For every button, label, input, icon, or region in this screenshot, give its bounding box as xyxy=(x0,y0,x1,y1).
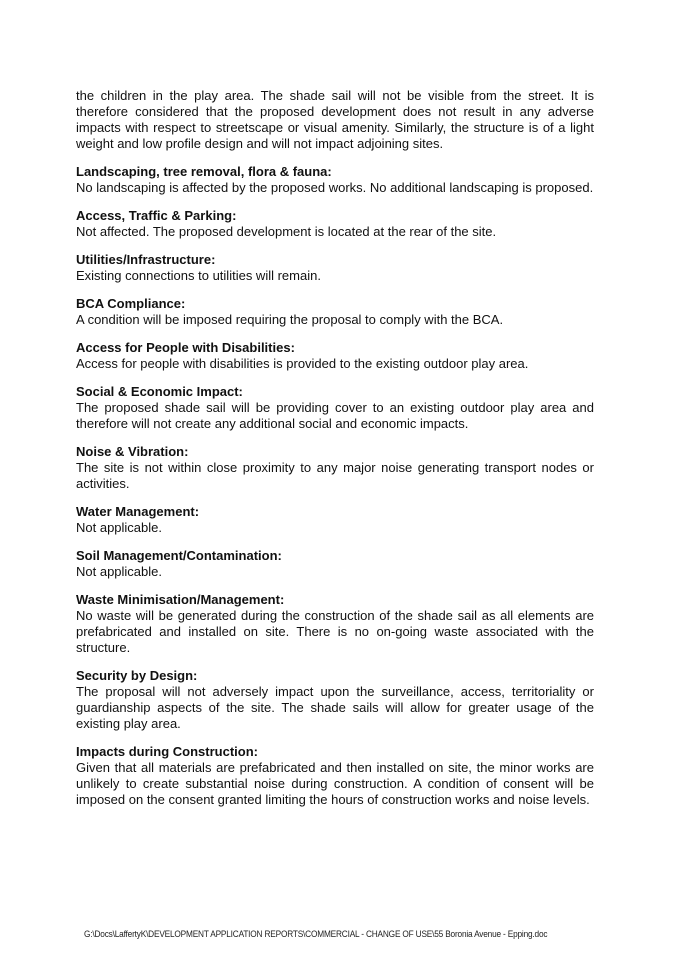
section-body: Not applicable. xyxy=(76,520,162,535)
section-bca-compliance xyxy=(76,296,594,328)
document-file-path-footer: G:\Docs\LaffertyK\DEVELOPMENT APPLICATION REPORTS\COMMERCIAL - CHANGE OF USE\55 Boronia Avenue - Epping.doc xyxy=(84,929,548,939)
section-heading: Security by Design: xyxy=(76,668,198,683)
section-heading: Soil Management/Contamination: xyxy=(76,548,282,563)
section-security-by-design xyxy=(76,668,594,732)
section-body: Not affected. The proposed development is located at the rear of the site. xyxy=(76,224,497,239)
section-construction-impacts xyxy=(76,744,594,808)
section-body: The proposed shade sail will be providing cover to an existing outdoor play area and therefore will not create any additional social and economic impacts. xyxy=(76,400,594,431)
section-heading: Utilities/Infrastructure: xyxy=(76,252,216,267)
section-body: No landscaping is affected by the proposed works. No additional landscaping is proposed. xyxy=(76,180,594,195)
section-heading: BCA Compliance: xyxy=(76,296,186,311)
section-disability-access xyxy=(76,340,594,372)
section-waste-management xyxy=(76,592,594,656)
section-water-management xyxy=(76,504,594,536)
document-page xyxy=(76,88,594,820)
section-social-economic xyxy=(76,384,594,432)
section-heading: Waste Minimisation/Management: xyxy=(76,592,285,607)
section-body: Existing connections to utilities will remain. xyxy=(76,268,321,283)
section-heading: Landscaping, tree removal, flora & fauna: xyxy=(76,164,332,179)
intro-paragraph: the children in the play area. The shade sail will not be visible from the street. It is therefore considered that the proposed development does not result in any adverse impacts with respect to streetscape or visual amenity. Similarly, the structure is of a light weight and low profile design and will not impact adjoining sites. xyxy=(76,88,594,151)
section-body: No waste will be generated during the construction of the shade sail as all elements are prefabricated and installed on site. There is no on-going waste associated with the structure. xyxy=(76,608,594,655)
section-body: The site is not within close proximity to any major noise generating transport nodes or activities. xyxy=(76,460,594,491)
section-body: Not applicable. xyxy=(76,564,162,579)
section-body: Access for people with disabilities is provided to the existing outdoor play area. xyxy=(76,356,529,371)
section-heading: Impacts during Construction: xyxy=(76,744,258,759)
section-heading: Noise & Vibration: xyxy=(76,444,189,459)
section-heading: Access for People with Disabilities: xyxy=(76,340,295,355)
section-body: Given that all materials are prefabricated and then installed on site, the minor works are unlikely to create substantial noise during construction. A condition of consent will be imposed on the consent granted limiting the hours of construction works and noise levels. xyxy=(76,760,594,807)
section-access-traffic-parking xyxy=(76,208,594,240)
section-heading: Access, Traffic & Parking: xyxy=(76,208,237,223)
section-utilities xyxy=(76,252,594,284)
section-heading: Water Management: xyxy=(76,504,200,519)
section-noise-vibration xyxy=(76,444,594,492)
section-heading: Social & Economic Impact: xyxy=(76,384,243,399)
section-body: A condition will be imposed requiring the proposal to comply with the BCA. xyxy=(76,312,504,327)
section-body: The proposal will not adversely impact upon the surveillance, access, territoriality or guardianship aspects of the site. The shade sails will allow for greater usage of the existing play area. xyxy=(76,684,594,731)
section-landscaping xyxy=(76,164,594,196)
section-soil-management xyxy=(76,548,594,580)
